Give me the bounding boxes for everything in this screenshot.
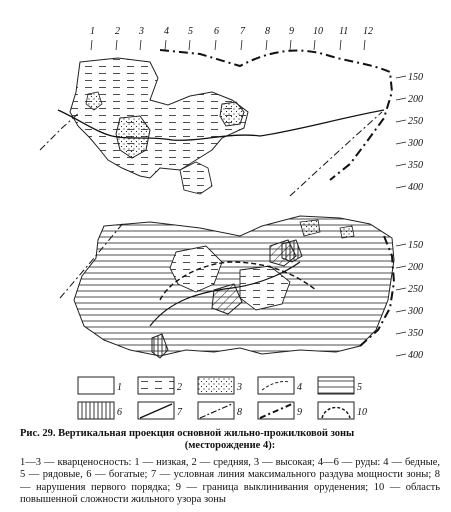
- legend-number: 10: [357, 407, 367, 418]
- column-label: 11: [339, 26, 349, 37]
- lower-depth-label: 400: [408, 350, 423, 361]
- column-labels: [90, 26, 373, 50]
- legend: [78, 377, 367, 419]
- legend-swatch-4: [258, 377, 294, 394]
- upper-depth-label: 150: [408, 72, 423, 83]
- upper-dotted-patch: [220, 102, 244, 126]
- upper-depth-label: 300: [408, 138, 423, 149]
- column-label: 6: [214, 26, 219, 37]
- legend-swatch-1: [78, 377, 114, 394]
- fault-line-upper: [290, 112, 382, 196]
- column-label: 10: [313, 26, 323, 37]
- lower-depth-label: 250: [408, 284, 423, 295]
- column-label: 9: [289, 26, 294, 37]
- legend-number: 3: [237, 382, 242, 393]
- column-label: 7: [240, 26, 245, 37]
- legend-number: 4: [297, 382, 302, 393]
- lower-section: [60, 216, 394, 358]
- caption-title-line1: Рис. 29. Вертикальная проекция основной жильно-прожилковой зоны: [20, 428, 355, 439]
- column-label: 8: [265, 26, 270, 37]
- fault-left-upper: [40, 112, 80, 150]
- legend-number: 2: [177, 382, 182, 393]
- legend-number: 1: [117, 382, 122, 393]
- caption-body: 1—3 — кварценосность: 1 — низкая, 2 — средняя, 3 — высокая; 4—6 — руды: 4 — бедные, 5 — рядовые, 6 — богатые; 7 — условная линия максимального раздува мощности зоны; 8 — нарушения первого порядка; 9 — граница выклинивания оруденения; 10 — область повышенной сложности жильного узора зоны: [20, 457, 440, 505]
- legend-swatch-10: [318, 402, 354, 419]
- lower-depth-label: 350: [408, 328, 423, 339]
- legend-swatch-3: [198, 377, 234, 394]
- upper-section: [40, 50, 392, 196]
- legend-number: 7: [177, 407, 182, 418]
- column-label: 3: [139, 26, 144, 37]
- lower-depth-label: 300: [408, 306, 423, 317]
- column-label: 1: [90, 26, 95, 37]
- lower-depth-label: 150: [408, 240, 423, 251]
- upper-depth-label: 400: [408, 182, 423, 193]
- legend-swatch-5: [318, 377, 354, 394]
- column-label: 2: [115, 26, 120, 37]
- lower-dotted-patch: [340, 226, 354, 238]
- upper-depth-label: 250: [408, 116, 423, 127]
- legend-number: 8: [237, 407, 242, 418]
- column-label: 4: [164, 26, 169, 37]
- upper-depth-label: 200: [408, 94, 423, 105]
- legend-swatch-2: [138, 377, 174, 394]
- legend-number: 5: [357, 382, 362, 393]
- column-label: 12: [363, 26, 373, 37]
- caption-title: [20, 428, 440, 452]
- lower-depth-label: 200: [408, 262, 423, 273]
- caption-title-line2: (месторождение 4):: [184, 440, 276, 451]
- lower-depth-scale: [396, 244, 406, 356]
- upper-depth-label: 350: [408, 160, 423, 171]
- legend-swatch-6: [78, 402, 114, 419]
- legend-number: 9: [297, 407, 302, 418]
- upper-depth-scale: [396, 76, 406, 188]
- column-label: 5: [188, 26, 193, 37]
- legend-number: 6: [117, 407, 122, 418]
